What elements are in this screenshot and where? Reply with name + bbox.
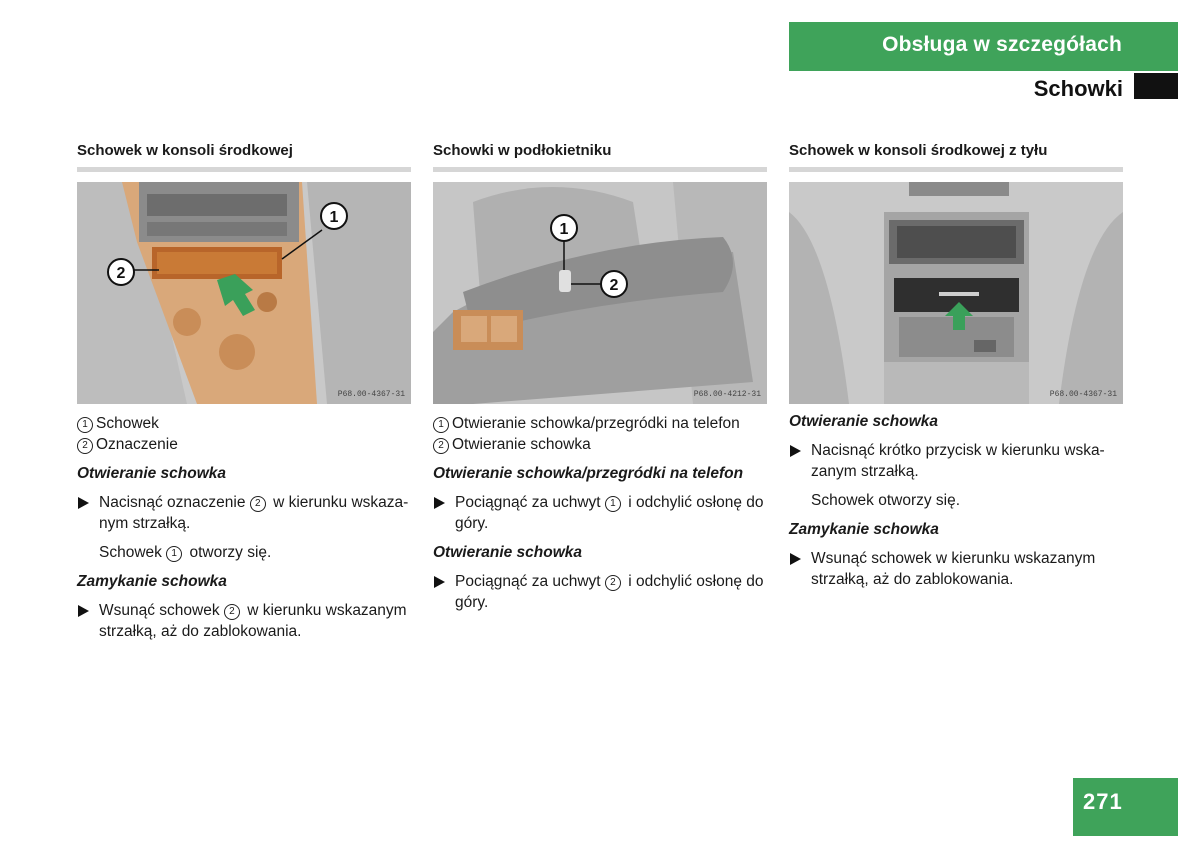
callout-number: 2 <box>605 575 621 591</box>
figure-code: P68.00-4212-31 <box>693 390 761 399</box>
section-header-band <box>789 22 1178 71</box>
subheading-opening: Otwieranie schowka <box>77 465 227 482</box>
callout-number: 2 <box>77 438 93 454</box>
instruction-step: Wsunąć schowek 2 w kierunku wskazanym strzałką, aż do zablokowania. <box>77 600 411 642</box>
subheading-opening: Otwieranie schowka <box>433 544 583 561</box>
legend-item <box>433 434 767 455</box>
step-triangle-icon <box>78 497 89 509</box>
legend-text: Otwieranie schowka/przegródki na telefon <box>452 415 740 432</box>
subheading-closing: Zamykanie schowka <box>789 521 939 538</box>
column-title: Schowek w konsoli środkowej z tyłu <box>789 142 1123 172</box>
column-armrest <box>433 142 767 613</box>
step-triangle-icon <box>78 605 89 617</box>
instruction-step: Pociągnąć za uchwyt 2 i odchylić osłonę do góry. <box>433 571 767 613</box>
instruction-step: Pociągnąć za uchwyt 1 i odchylić osłonę do góry. <box>433 492 767 534</box>
callout-number: 1 <box>166 546 182 562</box>
step-result: Schowek 1 otworzy się. <box>99 544 272 561</box>
callout-number: 2 <box>224 604 240 620</box>
instruction-step: Nacisnąć oznaczenie 2 w kierunku wskaza- nym strzałką. <box>77 492 411 534</box>
subheading-opening: Otwieranie schowka <box>789 413 939 430</box>
figure-center-console <box>77 182 411 404</box>
figure-legend <box>77 413 411 455</box>
figure-rear-console <box>789 182 1123 404</box>
legend-text: Schowek <box>96 415 159 432</box>
step-result: Schowek otworzy się. <box>811 492 961 509</box>
step-triangle-icon <box>790 553 801 565</box>
legend-item <box>77 413 411 434</box>
column-rear-console <box>789 142 1123 590</box>
svg-text:1: 1 <box>329 209 339 226</box>
callout-number: 2 <box>250 496 266 512</box>
legend-text: Oznaczenie <box>96 436 178 453</box>
legend-item <box>433 413 767 434</box>
callout-number: 1 <box>605 496 621 512</box>
subheading-phone-compartment: Otwieranie schowka/przegródki na telefon <box>433 465 744 482</box>
column-center-console <box>77 142 411 642</box>
step-triangle-icon <box>790 445 801 457</box>
column-title: Schowek w konsoli środkowej <box>77 142 411 172</box>
figure-legend <box>433 413 767 455</box>
figure-armrest <box>433 182 767 404</box>
callout-number: 1 <box>433 417 449 433</box>
subsection-marker <box>1134 73 1178 99</box>
instruction-step: Nacisnąć krótko przycisk w kierunku wska- zanym strzałką. <box>789 440 1123 482</box>
rear-console-illustration <box>789 182 1123 404</box>
center-console-illustration <box>77 182 411 404</box>
legend-item <box>77 434 411 455</box>
svg-text:1: 1 <box>559 221 569 238</box>
callout-number: 1 <box>77 417 93 433</box>
step-triangle-icon <box>434 576 445 588</box>
step-triangle-icon <box>434 497 445 509</box>
svg-text:2: 2 <box>609 277 619 294</box>
column-title: Schowki w podłokietniku <box>433 142 767 172</box>
svg-text:2: 2 <box>116 265 126 282</box>
section-title: Obsługa w szczegółach <box>882 33 1122 56</box>
instruction-step: Wsunąć schowek w kierunku wskazanym strzałką, aż do zablokowania. <box>789 548 1123 590</box>
page-number-box <box>1073 778 1178 836</box>
figure-code: P68.00-4367-31 <box>1049 390 1117 399</box>
subsection-title: Schowki <box>1033 76 1123 101</box>
page-number: 271 <box>1083 789 1123 814</box>
legend-text: Otwieranie schowka <box>452 436 591 453</box>
callout-number: 2 <box>433 438 449 454</box>
figure-code: P68.00-4367-31 <box>337 390 405 399</box>
subheading-closing: Zamykanie schowka <box>77 573 227 590</box>
armrest-illustration <box>433 182 767 404</box>
